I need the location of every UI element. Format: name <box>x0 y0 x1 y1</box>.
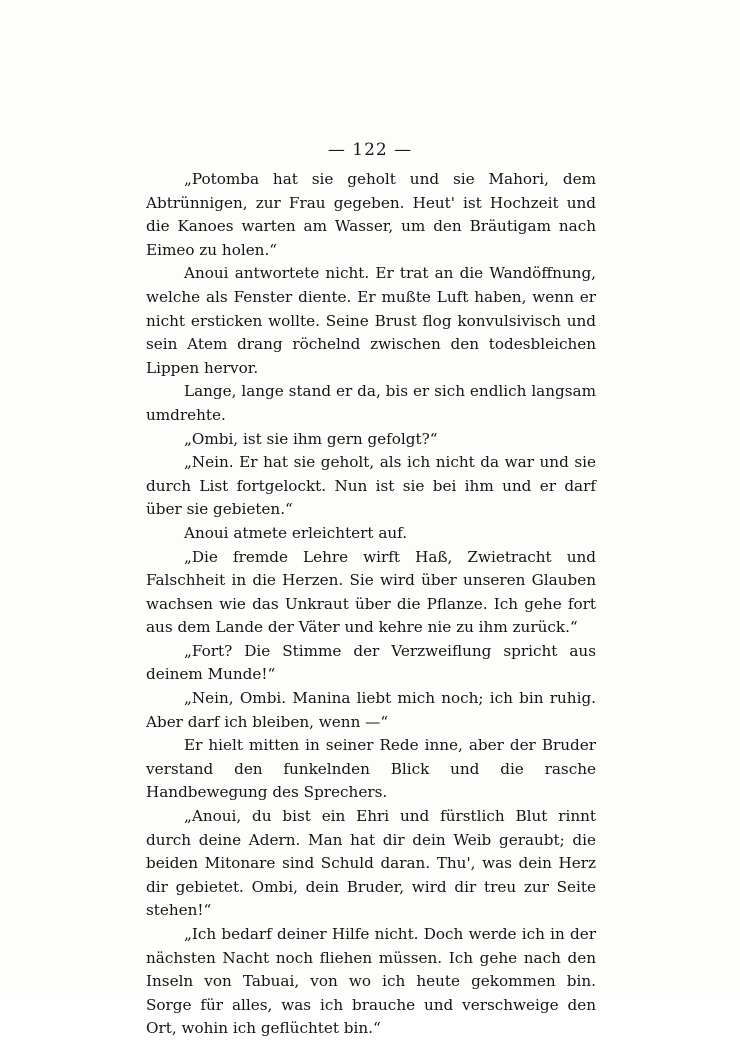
paragraph-5: „Nein. Er hat sie geholt, als ich nicht da war und sie durch List fortgelockt. Nun ist sie bei ihm und er darf über sie gebieten.“ <box>146 453 596 519</box>
paragraph-9: „Nein, Ombi. Manina liebt mich noch; ich bin ruhig. Aber darf ich bleiben, wenn —“ <box>146 689 596 731</box>
paragraph-10: Er hielt mitten in seiner Rede inne, aber der Bruder verstand den funkelnden Blick und die rasche Handbewegung des Sprechers. <box>146 736 596 802</box>
body-text <box>146 168 596 1041</box>
paragraph-8: „Fort? Die Stimme der Verzweiflung spricht aus deinem Munde!“ <box>146 641 596 684</box>
paragraph-4: „Ombi, ist sie ihm gern gefolgt?“ <box>184 429 438 448</box>
paragraph-12: „Ich bedarf deiner Hilfe nicht. Doch werde ich in der nächsten Nacht noch fliehen müssen. Ich gehe nach den Inseln von Tabuai, von wo ich heute gekommen bin. Sorge für alles, was ich brauche und verschweige den Ort, wohin ich geflüchtet bin.“ <box>146 925 596 1038</box>
paragraph-1: „Potomba hat sie geholt und sie Mahori, dem Abtrünnigen, zur Frau gegeben. Heut' ist Hochzeit und die Kanoes warten am Wasser, um den Bräutigam nach Eimeo zu holen.“ <box>146 170 596 259</box>
paragraph-6: Anoui atmete erleichtert auf. <box>184 523 408 542</box>
paragraph-11: „Anoui, du bist ein Ehri und fürstlich Blut rinnt durch deine Adern. Man hat dir dein Weib geraubt; die beiden Mitonare sind Schuld daran. Thu', was dein Herz dir gebietet. Ombi, dein Bruder, wird dir treu zur Seite stehen!“ <box>146 807 596 920</box>
paragraph-3: Lange, lange stand er da, bis er sich endlich langsam umdrehte. <box>146 382 596 424</box>
paragraph-2: Anoui antwortete nicht. Er trat an die Wandöffnung, welche als Fenster diente. Er mußte Luft haben, wenn er nicht ersticken wollte. Seine Brust flog konvulsivisch und sein Atem drang röchelnd zwischen den todesbleichen Lippen hervor. <box>146 264 596 377</box>
page-number: — 122 — <box>327 140 413 160</box>
paragraph-7: „Die fremde Lehre wirft Haß, Zwietracht und Falschheit in die Herzen. Sie wird über unseren Glauben wachsen wie das Unkraut über die Pflanze. Ich gehe fort aus dem Lande der Väter und kehre nie zu ihm zurück.“ <box>146 547 596 637</box>
